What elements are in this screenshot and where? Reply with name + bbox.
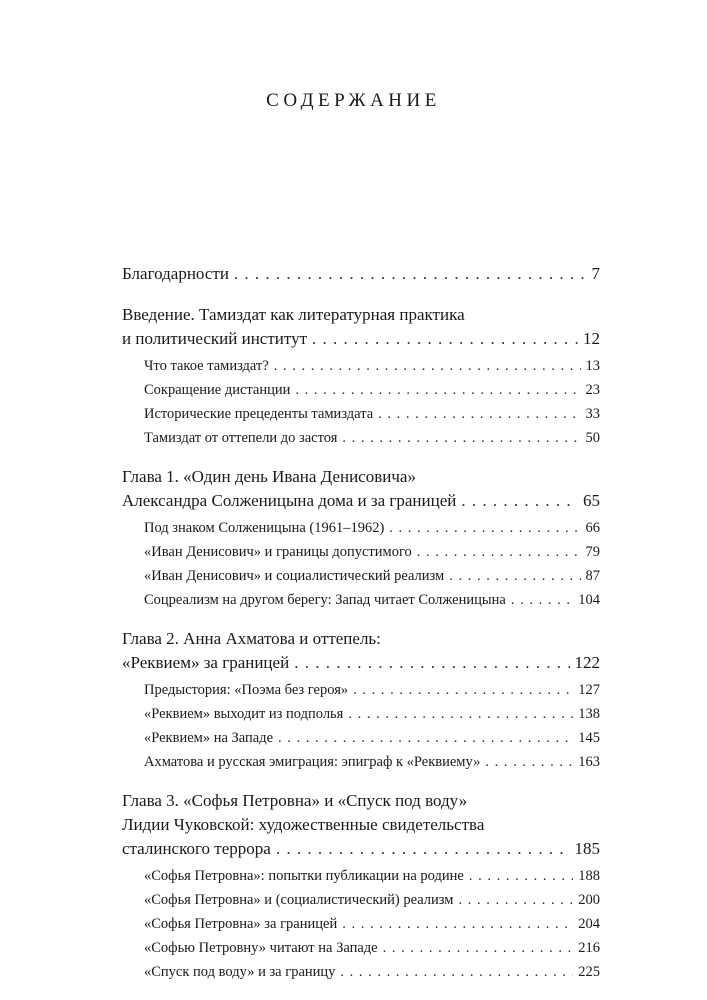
toc-subentry-title: «Иван Денисович» и социалистический реализм <box>144 568 445 584</box>
dot-leader <box>469 867 573 885</box>
toc-page-number: 87 <box>585 568 600 584</box>
toc-subentry[interactable] <box>122 543 600 561</box>
toc-subentry[interactable] <box>122 705 600 723</box>
dot-leader <box>276 837 570 861</box>
toc-page-number: 185 <box>574 839 600 858</box>
toc-subentry[interactable] <box>122 681 600 699</box>
dot-leader <box>417 543 581 561</box>
toc-entry[interactable] <box>122 651 600 675</box>
toc-subsections <box>122 681 600 771</box>
dot-leader <box>383 939 574 957</box>
dot-leader <box>274 357 581 375</box>
toc-page-number: 13 <box>585 358 600 374</box>
toc-subentry[interactable] <box>122 963 600 981</box>
toc-entry-title: «Реквием» за границей <box>122 653 290 672</box>
toc-subentry[interactable] <box>122 519 600 537</box>
toc-subentry[interactable] <box>122 729 600 747</box>
toc-subentry-title: «Реквием» выходит из подполья <box>144 706 344 722</box>
dot-leader <box>511 591 573 609</box>
toc-heading-line: Глава 1. «Один день Ивана Денисовича» <box>122 467 416 486</box>
dot-leader <box>295 381 580 399</box>
toc-subentry-title: Что такое тамиздат? <box>144 358 269 374</box>
toc-subentry-title: «Иван Денисович» и границы допустимого <box>144 544 412 560</box>
toc-subentry-title: Сокращение дистанции <box>144 382 291 398</box>
dot-leader <box>348 705 573 723</box>
toc-page-number: 122 <box>574 653 600 672</box>
toc-subentry[interactable] <box>122 939 600 957</box>
toc-page-number: 50 <box>585 430 600 446</box>
toc-page-number: 216 <box>578 940 600 956</box>
toc-entry-title: Благодарности <box>122 264 229 283</box>
toc-subentry[interactable] <box>122 867 600 885</box>
toc-subentry-title: «Софья Петровна» и (социалистический) реализм <box>144 892 454 908</box>
toc-page-number: 163 <box>578 754 600 770</box>
toc-subentry[interactable] <box>122 429 600 447</box>
toc-subentry-title: Под знаком Солженицына (1961–1962) <box>144 520 385 536</box>
toc-subentry[interactable] <box>122 591 600 609</box>
dot-leader <box>353 681 573 699</box>
toc-page-number: 104 <box>578 592 600 608</box>
toc-subentry-title: «Спуск под воду» и за границу <box>144 964 336 980</box>
toc-heading-line: Введение. Тамиздат как литературная практика <box>122 305 465 324</box>
toc-chapter <box>122 262 600 286</box>
table-of-contents <box>122 262 600 981</box>
toc-heading-line: Лидии Чуковской: художественные свидетельства <box>122 815 485 834</box>
dot-leader <box>234 262 587 286</box>
toc-chapter <box>122 465 600 609</box>
toc-subsections <box>122 357 600 447</box>
toc-page-number: 127 <box>578 682 600 698</box>
dot-leader <box>278 729 573 747</box>
toc-subentry[interactable] <box>122 381 600 399</box>
page-title: СОДЕРЖАНИЕ <box>266 90 441 111</box>
dot-leader <box>389 519 580 537</box>
dot-leader <box>342 429 580 447</box>
toc-subentry-title: Соцреализм на другом берегу: Запад читает Солженицына <box>144 592 506 608</box>
toc-subentry-title: Предыстория: «Поэма без героя» <box>144 682 349 698</box>
toc-subentry[interactable] <box>122 915 600 933</box>
toc-heading-line: Глава 3. «Софья Петровна» и «Спуск под воду» <box>122 791 468 810</box>
dot-leader <box>340 963 573 981</box>
dot-leader <box>312 327 578 351</box>
toc-subsections <box>122 519 600 609</box>
toc-subentry[interactable] <box>122 567 600 585</box>
toc-page-number: 66 <box>585 520 600 536</box>
toc-page-number: 33 <box>585 406 600 422</box>
toc-subentry-title: «Софью Петровну» читают на Западе <box>144 940 378 956</box>
toc-subsections <box>122 867 600 981</box>
toc-page-number: 7 <box>591 264 600 283</box>
toc-chapter <box>122 789 600 981</box>
toc-subentry-title: «Софья Петровна»: попытки публикации на родине <box>144 868 464 884</box>
toc-subentry[interactable] <box>122 891 600 909</box>
dot-leader <box>342 915 573 933</box>
toc-subentry-title: «Софья Петровна» за границей <box>144 916 338 932</box>
toc-entry-title: сталинского террора <box>122 839 271 858</box>
toc-chapter <box>122 627 600 771</box>
toc-page-number: 65 <box>583 491 600 510</box>
toc-subentry-title: Исторические прецеденты тамиздата <box>144 406 374 422</box>
dot-leader <box>294 651 569 675</box>
toc-subentry-title: Ахматова и русская эмиграция: эпиграф к «Реквиему» <box>144 754 481 770</box>
toc-subentry[interactable] <box>122 405 600 423</box>
dot-leader <box>449 567 580 585</box>
dot-leader <box>378 405 580 423</box>
toc-page-number: 200 <box>578 892 600 908</box>
toc-subentry-title: «Реквием» на Западе <box>144 730 274 746</box>
toc-page-number: 204 <box>578 916 600 932</box>
dot-leader <box>461 489 578 513</box>
toc-chapter <box>122 303 600 447</box>
toc-entry[interactable] <box>122 327 600 351</box>
toc-subentry[interactable] <box>122 357 600 375</box>
toc-entry[interactable] <box>122 489 600 513</box>
toc-page-number: 79 <box>585 544 600 560</box>
dot-leader <box>485 753 573 771</box>
toc-page-number: 188 <box>578 868 600 884</box>
toc-page-number: 138 <box>578 706 600 722</box>
toc-page-number: 12 <box>583 329 600 348</box>
toc-entry[interactable] <box>122 262 600 286</box>
toc-entry-title: и политический институт <box>122 329 307 348</box>
toc-subentry-title: Тамиздат от оттепели до застоя <box>144 430 338 446</box>
toc-entry-title: Александра Солженицына дома и за границей <box>122 491 457 510</box>
toc-heading-line: Глава 2. Анна Ахматова и оттепель: <box>122 629 381 648</box>
toc-page-number: 225 <box>578 964 600 980</box>
toc-entry[interactable] <box>122 837 600 861</box>
dot-leader <box>458 891 573 909</box>
toc-page-number: 23 <box>585 382 600 398</box>
toc-page-number: 145 <box>578 730 600 746</box>
toc-subentry[interactable] <box>122 753 600 771</box>
